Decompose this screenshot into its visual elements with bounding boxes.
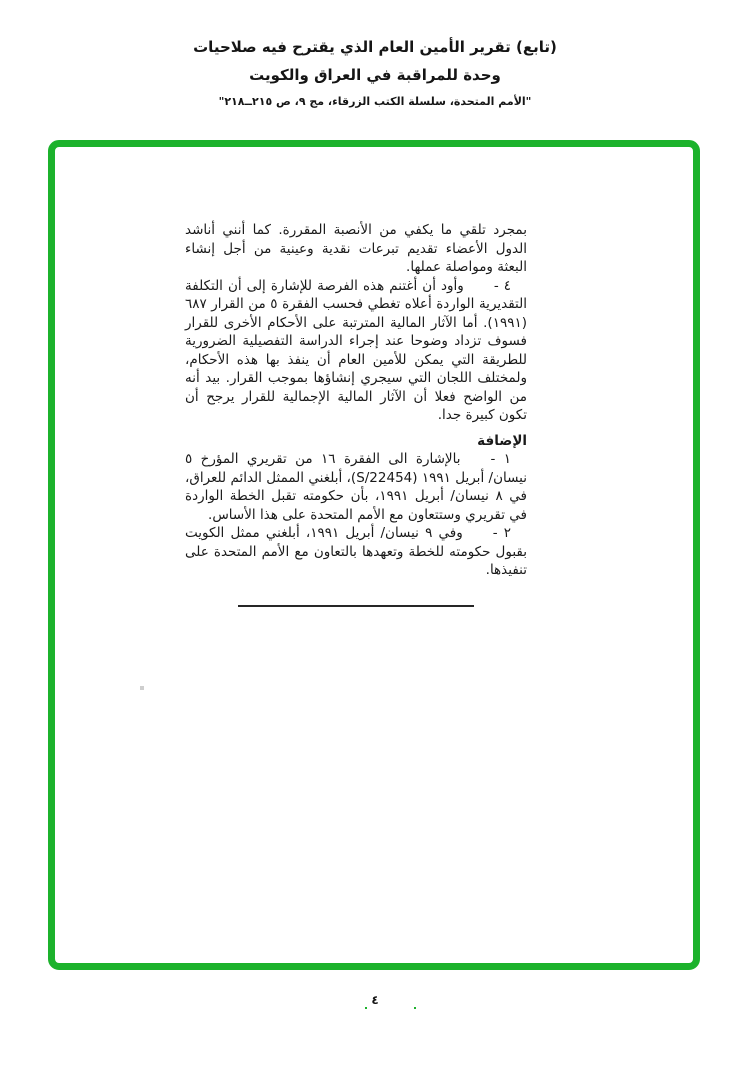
paragraph-1-number: ١ - — [490, 451, 511, 467]
paragraph-4-number: ٤ - — [493, 277, 511, 294]
header-title-line2: وحدة للمراقبة في العراق والكويت — [249, 66, 501, 84]
paragraph-2 — [185, 524, 527, 580]
page-number: ٤ — [371, 993, 379, 1007]
green-border-frame — [48, 140, 700, 970]
page-footer — [0, 993, 750, 1007]
paragraph-4 — [185, 277, 527, 425]
document-body-text — [185, 221, 527, 607]
header-source-citation: "الأمم المتحدة، سلسلة الكتب الزرقاء، مج ٩، ص ٢١٥ــ٢١٨" — [218, 95, 532, 108]
paragraph-1 — [185, 450, 527, 524]
scan-artifact-green-dot — [414, 1007, 416, 1009]
scan-artifact-speck — [140, 686, 144, 690]
paragraph-2-text: وفي ٩ نيسان/ أبريل ١٩٩١، أبلغني ممثل الكويت بقبول حكومته للخطة وتعهدها بالتعاون مع الأمم المتحدة على تنفيذها. — [185, 525, 527, 578]
addendum-heading: الإضافة — [477, 432, 527, 449]
paragraph-2-number: ٢ - — [492, 525, 511, 541]
paragraph-1-text: بالإشارة الى الفقرة ١٦ من تقريري المؤرخ ٥ نيسان/ أبريل ١٩٩١ (S/22454)، أبلغني الممثل الدائم للعراق، في ٨ نيسان/ أبريل ١٩٩١، بأن حكومته تقبل الخطة الواردة في تقريري وستتعاون مع الأمم المتحدة على هذا الأساس. — [185, 451, 528, 523]
paragraph-4-text: وأود أن أغتنم هذه الفرصة للإشارة إلى أن التكلفة التقديرية الواردة أعلاه تغطي فحسب الفقرة ٥ من القرار ٦٨٧ (١٩٩١). أما الآثار المالية المترتبة على الأحكام الأخرى للقرار فسوف تزداد وضوحا عند إجراء الدراسة التفصيلية الضرورية للطريقة التي يمكن للأمين العام أن ينفذ بها هذه الأحكام، ولمختلف اللجان التي سيجري إنشاؤها بموجب القرار. بيد أنه من الواضح فعلا أن الآثار المالية الإجمالية للقرار يرجح أن تكون كبيرة جدا. — [185, 277, 527, 423]
document-header — [0, 38, 750, 108]
footnote-divider — [238, 605, 474, 607]
paragraph-continuation: بمجرد تلقي ما يكفي من الأنصبة المقررة. كما أنني أناشد الدول الأعضاء تقديم تبرعات نقدية وعينية من أجل إنشاء البعثة ومواصلة عملها. — [185, 222, 527, 275]
header-title-line1: (تابع) تقرير الأمين العام الذي يقترح فيه صلاحيات — [193, 38, 557, 56]
scan-artifact-green-dot — [365, 1007, 367, 1009]
